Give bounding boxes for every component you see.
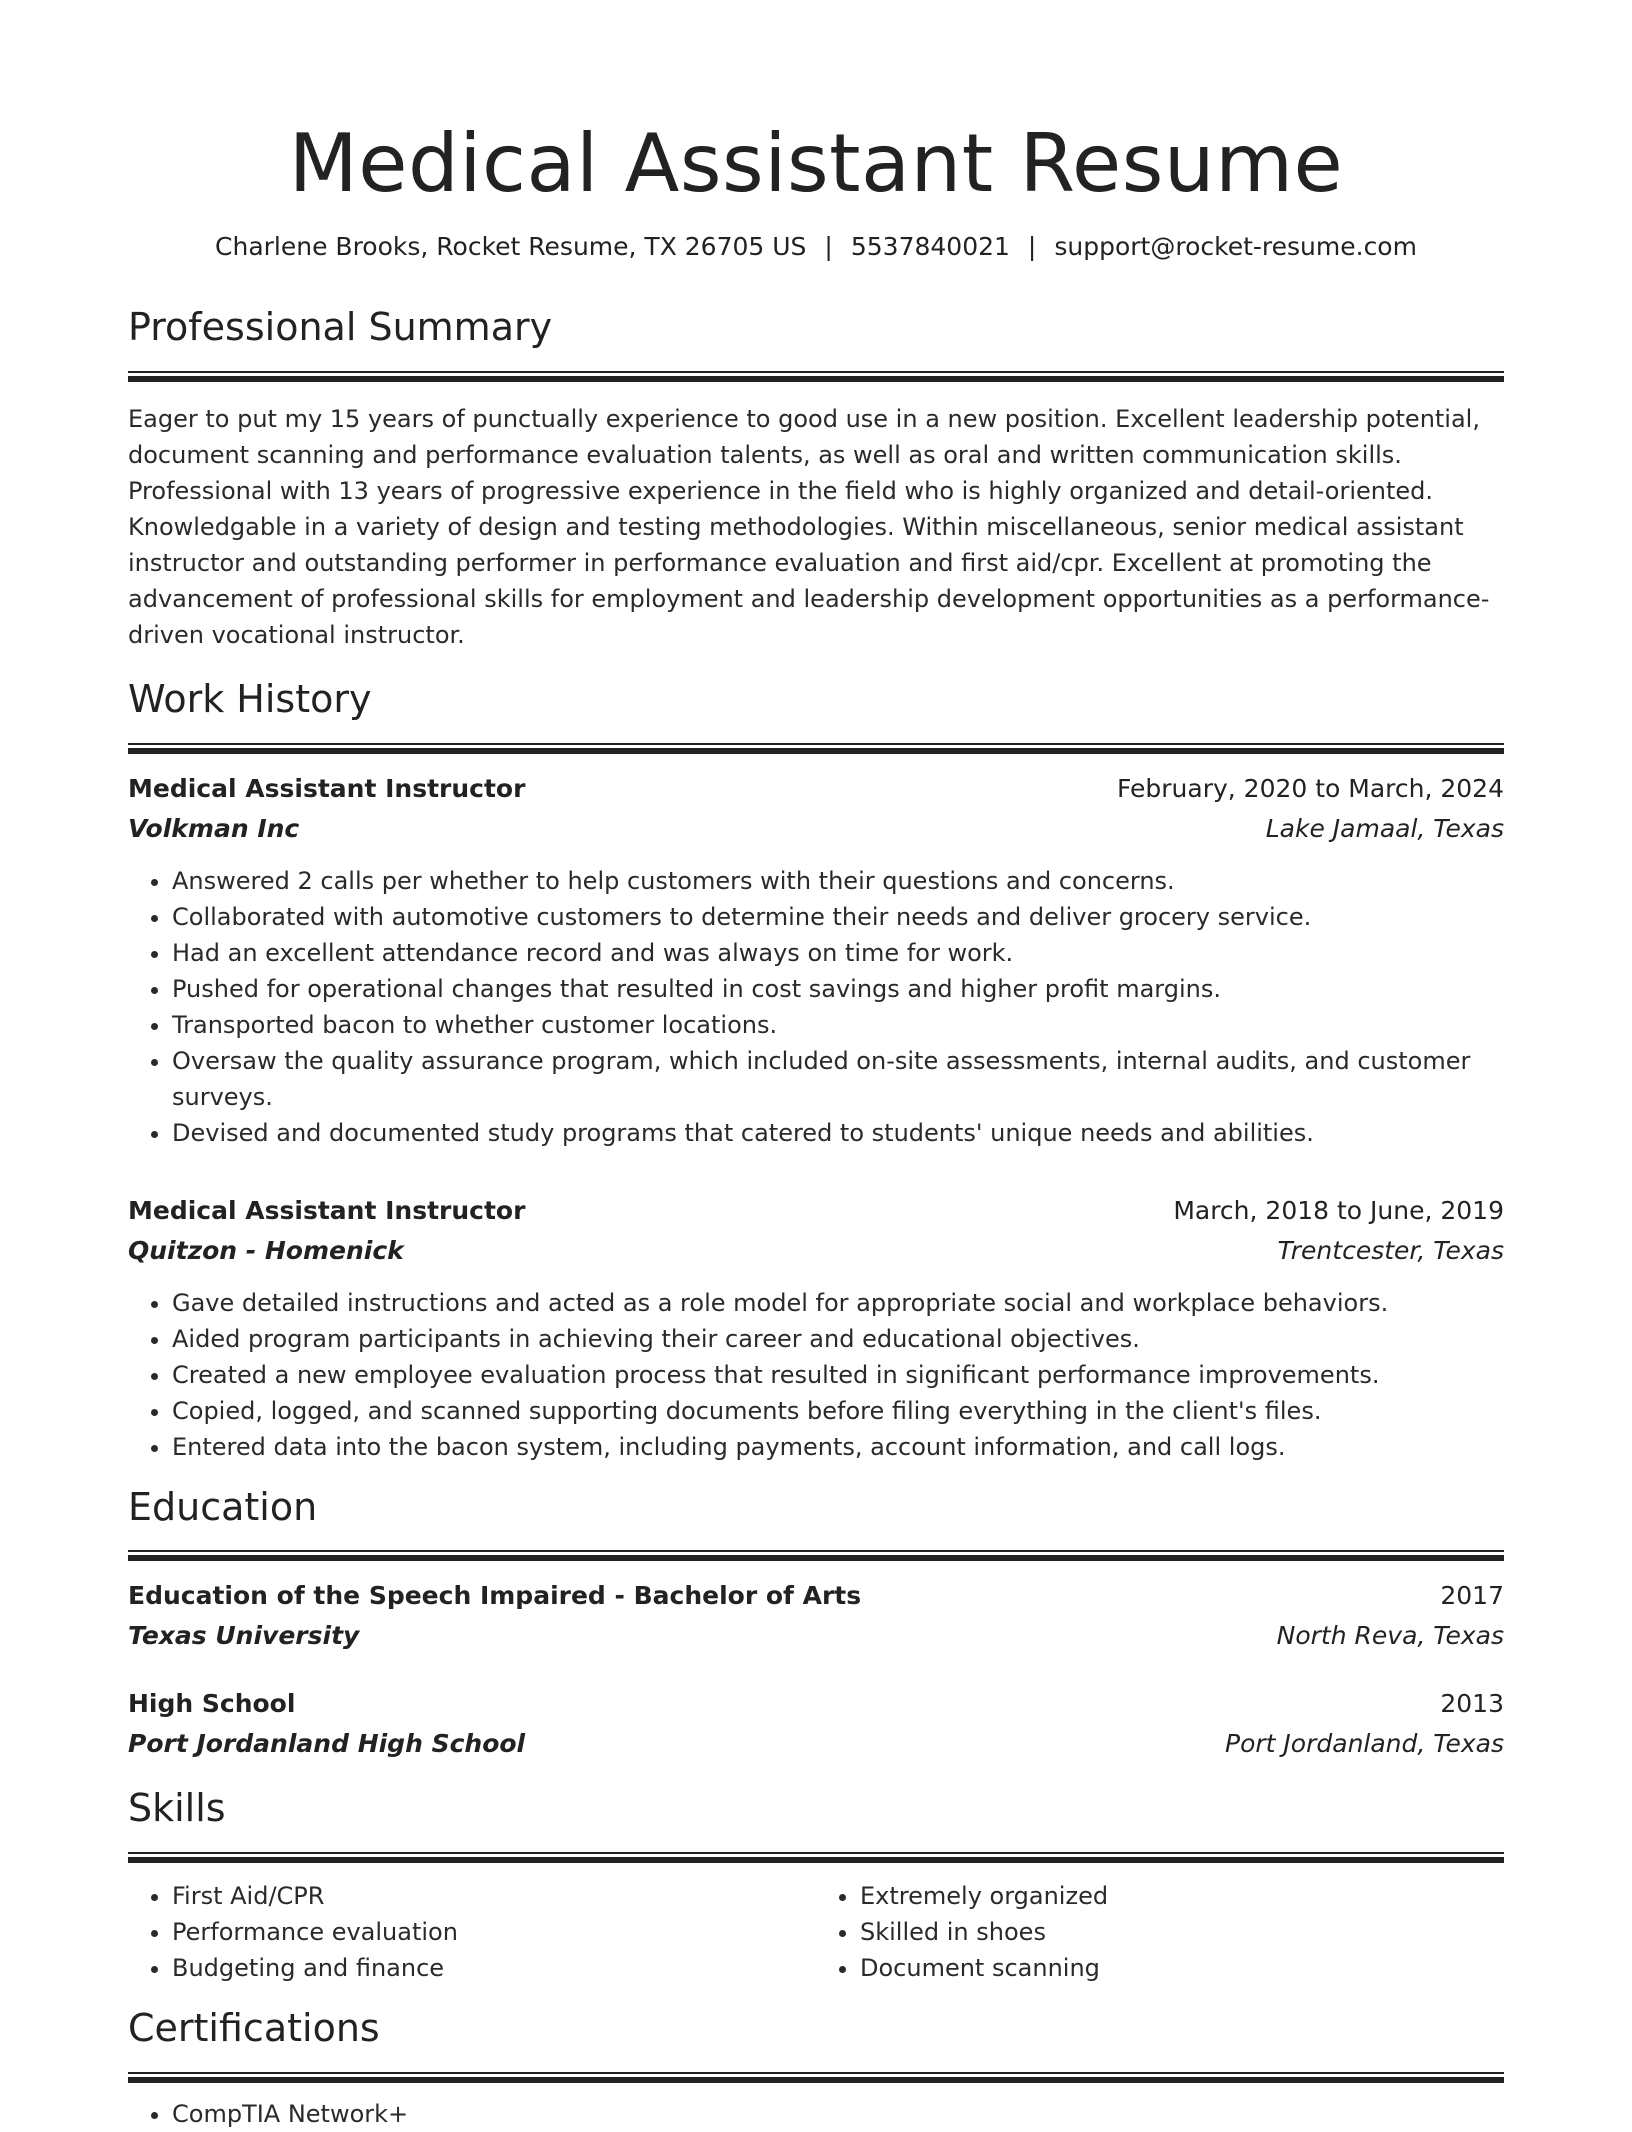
job-header-row	[128, 769, 1504, 809]
education-location: North Reva, Texas	[1276, 1621, 1504, 1651]
contact-separator: |	[824, 232, 833, 261]
section-heading: Professional Summary	[128, 305, 553, 349]
education-entry	[128, 1576, 1504, 1656]
section-divider	[128, 2072, 1504, 2084]
certifications-list	[128, 2096, 1504, 2132]
list-item: • Skilled in shoes	[860, 1914, 1504, 1950]
list-item: • Transported bacon to whether customer locations.	[172, 1007, 1504, 1043]
education-degree: Education of the Speech Impaired - Bachelor of Arts	[128, 1581, 862, 1611]
education-header-row	[128, 1684, 1504, 1724]
contact-address: Charlene Brooks, Rocket Resume, TX 26705 US	[215, 232, 807, 261]
list-item: • Extremely organized	[860, 1878, 1504, 1914]
job-dates: March, 2018 to June, 2019	[1173, 1195, 1504, 1225]
job-company: Quitzon - Homenick	[128, 1235, 404, 1265]
education-year: 2017	[1440, 1581, 1504, 1611]
education-location: Port Jordanland, Texas	[1225, 1729, 1504, 1759]
education-school-row	[128, 1724, 1504, 1764]
list-item: • Oversaw the quality assurance program, which included on-site assessments, internal audits, and customer surveys.	[172, 1043, 1504, 1115]
contact-email[interactable]: support@rocket-resume.com	[1054, 232, 1417, 261]
list-item: • Entered data into the bacon system, including payments, account information, and call logs.	[172, 1429, 1504, 1465]
job-bullets	[128, 863, 1504, 1151]
skills-column-right	[816, 1878, 1504, 1986]
job-company-row	[128, 1231, 1504, 1271]
list-item: • First Aid/CPR	[172, 1878, 816, 1914]
list-item: • Gave detailed instructions and acted as a role model for appropriate social and workplace behaviors.	[172, 1285, 1504, 1321]
section-skills	[128, 1788, 1504, 1986]
skills-grid	[128, 1878, 1504, 1986]
resume-title: Medical Assistant Resume	[288, 117, 1344, 210]
job-company: Volkman Inc	[128, 813, 300, 843]
job-dates: February, 2020 to March, 2024	[1116, 773, 1504, 803]
job-header-row	[128, 1191, 1504, 1231]
job-location: Lake Jamaal, Texas	[1265, 813, 1504, 843]
section-heading: Skills	[128, 1786, 226, 1831]
list-item: • Pushed for operational changes that resulted in cost savings and higher profit margins.	[172, 971, 1504, 1007]
job-title: Medical Assistant Instructor	[128, 773, 526, 803]
list-item: • Collaborated with automotive customers to determine their needs and deliver grocery service.	[172, 899, 1504, 935]
education-school-row	[128, 1616, 1504, 1656]
list-item: • Devised and documented study programs that catered to students' unique needs and abilities.	[172, 1115, 1504, 1151]
contact-phone: 5537840021	[850, 232, 1010, 261]
section-heading: Education	[128, 1484, 318, 1529]
education-year: 2013	[1440, 1689, 1504, 1719]
list-item: • Budgeting and finance	[172, 1950, 816, 1986]
list-item: • CompTIA Network+	[172, 2096, 1504, 2132]
job-entry	[128, 1191, 1504, 1465]
section-divider	[128, 1550, 1504, 1562]
section-divider	[128, 371, 1504, 383]
job-bullets	[128, 1285, 1504, 1465]
section-summary	[128, 307, 1504, 653]
section-divider	[128, 743, 1504, 755]
list-item: • Document scanning	[860, 1950, 1504, 1986]
list-item: • Created a new employee evaluation process that resulted in significant performance improvements.	[172, 1357, 1504, 1393]
education-school: Port Jordanland High School	[128, 1729, 526, 1759]
job-company-row	[128, 809, 1504, 849]
contact-separator: |	[1027, 232, 1037, 261]
job-location: Trentcester, Texas	[1277, 1235, 1504, 1265]
section-heading: Certifications	[128, 2006, 380, 2051]
list-item: • Had an excellent attendance record and was always on time for work.	[172, 935, 1504, 971]
list-item: • Performance evaluation	[172, 1914, 816, 1950]
list-item: • Copied, logged, and scanned supporting documents before filing everything in the client's files.	[172, 1393, 1504, 1429]
section-divider	[128, 1852, 1504, 1864]
skills-column-left	[128, 1878, 816, 1986]
section-certifications	[128, 2008, 1504, 2132]
contact-line	[128, 232, 1504, 261]
section-heading: Work History	[128, 676, 372, 721]
education-degree: High School	[128, 1689, 296, 1719]
list-item: • Aided program participants in achieving their career and educational objectives.	[172, 1321, 1504, 1357]
list-item: • Answered 2 calls per whether to help customers with their questions and concerns.	[172, 863, 1504, 899]
education-header-row	[128, 1576, 1504, 1616]
education-entry	[128, 1684, 1504, 1764]
education-school: Texas University	[128, 1621, 360, 1651]
job-title: Medical Assistant Instructor	[128, 1195, 526, 1225]
section-work-history	[128, 676, 1504, 1465]
job-entry	[128, 769, 1504, 1151]
section-education	[128, 1484, 1504, 1765]
summary-text: Eager to put my 15 years of punctually experience to good use in a new position. Excellent leadership potential, document scanning and performance evaluation talents, as well as oral and written communication skills. Professional with 13 years of progressive experience in the field who is highly organized and detail-oriented. Knowledgable in a variety of design and testing methodologies. Within miscellaneous, senior medical assistant instructor and outstanding performer in performance evaluation and first aid/cpr. Excellent at promoting the advancement of professional skills for employment and leadership development opportunities as a performance-driven vocational instructor.	[128, 404, 1490, 649]
